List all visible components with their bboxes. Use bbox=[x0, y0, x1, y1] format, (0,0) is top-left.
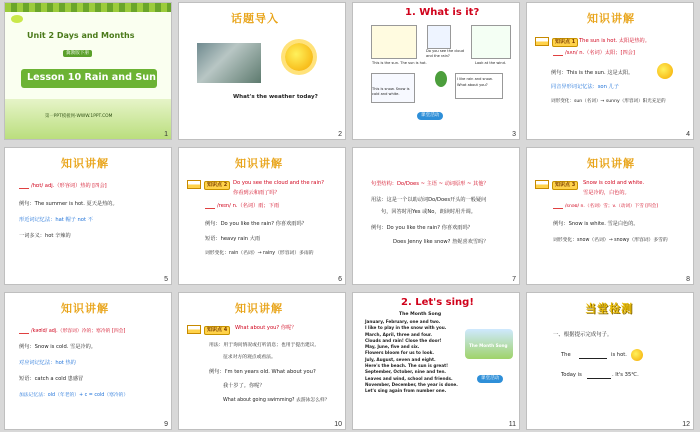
slide-9[interactable] bbox=[4, 292, 172, 430]
point-translation: 雪是冷的，白色的。 bbox=[583, 190, 630, 196]
lesson-title: Lesson 10 Rain and Sun bbox=[27, 72, 156, 83]
usage: 用法：用于询问情况或打听消息；也用于提出建议、 bbox=[209, 343, 320, 348]
book-icon bbox=[187, 325, 201, 334]
slide-title: 知识讲解 bbox=[235, 302, 283, 315]
slide-title: 知识讲解 bbox=[587, 12, 635, 25]
point-sentence: What about you? 你呢？ bbox=[235, 325, 297, 331]
picture-wind bbox=[471, 25, 511, 59]
instruction: 一、根据提示完成句子。 bbox=[553, 332, 613, 338]
derivation: 词形变化：rain（名词）→ rainy（形容词）多雨的 bbox=[205, 251, 314, 256]
phonetic: /kəʊld/ adj.（形容词）冷的；寒冷的 [四会] bbox=[31, 329, 126, 334]
lyric-line: November, December, the year is done. bbox=[365, 381, 458, 387]
slide-10[interactable] bbox=[178, 292, 346, 430]
slide-3[interactable] bbox=[352, 2, 520, 140]
slide-title: 知识讲解 bbox=[61, 302, 109, 315]
phrase: 短语：catch a cold 患感冒 bbox=[19, 376, 84, 382]
footer-text: 第一PPT模板网-WWW.1PPT.COM bbox=[45, 114, 113, 119]
caption-b: Do you see the cloud and the rain? bbox=[426, 49, 465, 58]
weather-question: What's the weather today? bbox=[233, 94, 318, 100]
book-icon bbox=[535, 37, 549, 46]
picture-cloud bbox=[427, 25, 451, 49]
underline-mark bbox=[205, 208, 215, 209]
underline-mark bbox=[553, 55, 563, 56]
lyric-line: July, August, seven and eight. bbox=[365, 356, 436, 362]
caption-a: This is the sun. The sun is hot. bbox=[372, 61, 427, 65]
blank-1[interactable] bbox=[579, 358, 607, 359]
knowledge-badge: 知识点 2 bbox=[204, 181, 230, 190]
slide-number: 6 bbox=[338, 276, 342, 283]
lyric-line: January, February, one and two. bbox=[365, 319, 441, 324]
slide-2[interactable] bbox=[178, 2, 346, 140]
derivation: 词形变化：snow（名词）→ snowy（形容词）多雪的 bbox=[553, 238, 668, 243]
slide-title: 话题导入 bbox=[231, 12, 279, 25]
example: 例句：The summer is hot. 夏天是热的。 bbox=[19, 201, 118, 207]
knowledge-badge: 知识点 4 bbox=[204, 326, 230, 335]
addition-memory: 加法记忆法：old（年老的）+ c = cold（寒冷的） bbox=[19, 393, 129, 398]
sentence-1-end: is hot. bbox=[611, 352, 627, 358]
example: 例句：Do you like the rain? 你喜欢雨吗？ bbox=[205, 221, 307, 227]
phonetic: /snəʊ/ n.（名词）雪；v.（动词）下雪 [四会] bbox=[565, 204, 659, 209]
slide-8[interactable] bbox=[526, 147, 694, 285]
slide-number: 9 bbox=[164, 421, 168, 428]
slide-title: 知识讲解 bbox=[61, 157, 109, 170]
example: 例句：Snow is white. 雪是白色的。 bbox=[553, 221, 639, 227]
caption-d: This is snow. Snow is cold and white. bbox=[372, 87, 410, 96]
usage-cont: 征求对方的观点或看法。 bbox=[223, 355, 276, 360]
lyric-line: September, October, nine and ten. bbox=[365, 369, 447, 375]
homophone-line bbox=[551, 83, 619, 92]
frog-character-icon bbox=[435, 71, 447, 87]
edition-tag: 冀教版下册 bbox=[63, 50, 92, 57]
opposite-word: 对应词记忆法：hot 热的 bbox=[19, 360, 76, 366]
phonetic: /sʌn/ n.（名词）太阳；[四会] bbox=[565, 50, 635, 56]
slide-11[interactable] bbox=[352, 292, 520, 430]
slide-4[interactable] bbox=[526, 2, 694, 140]
slide-5[interactable] bbox=[4, 147, 172, 285]
polysemy: 一词多义：hot 辛辣的 bbox=[19, 233, 71, 239]
slide-title: 2. Let's sing! bbox=[401, 297, 474, 308]
song-lyrics bbox=[365, 319, 465, 395]
example: 例句：Snow is cold. 雪是冷的。 bbox=[19, 344, 96, 350]
similar-words: 形近词记忆法：hat 帽子 not 不 bbox=[19, 217, 93, 223]
slide-title: 1. What is it? bbox=[405, 7, 480, 18]
activity-button[interactable]: 课堂活动 bbox=[417, 112, 443, 120]
example: 例句：I'm ten years old. What about you? bbox=[209, 369, 316, 375]
slide-number: 10 bbox=[334, 421, 342, 428]
example-2: Does Jenny like snow? 詹妮喜欢雪吗？ bbox=[393, 239, 489, 245]
slide-grid bbox=[4, 2, 696, 430]
underline-mark bbox=[553, 208, 563, 209]
sentence-2-end: . It's 35℃. bbox=[612, 372, 639, 378]
homophone-text: 同音异形词记忆法：son 儿子 bbox=[551, 84, 619, 90]
sentence-1-start: The bbox=[561, 352, 571, 358]
underline-mark bbox=[19, 333, 29, 334]
derivation: 词形变化：sun（名词）→ sunny（形容词）阳光充足的 bbox=[551, 99, 666, 104]
sentence-2-start: Today is bbox=[561, 372, 582, 378]
lyric-line: Clouds and rain! Close the door! bbox=[365, 337, 442, 343]
knowledge-badge: 知识点 3 bbox=[552, 181, 578, 190]
butterfly-icon bbox=[11, 15, 23, 23]
caption-e: I like rain and snow. What about you? bbox=[457, 77, 493, 87]
slide-number: 12 bbox=[682, 421, 690, 428]
usage-cont: 句，回答时用Yes 或No，朗读时用升调。 bbox=[381, 209, 476, 215]
example: 例句：Do you like the rain? 你喜欢雨吗？ bbox=[371, 225, 473, 231]
sun-icon bbox=[657, 63, 673, 79]
lyric-line: May, June, five and six. bbox=[365, 344, 420, 350]
underline-mark bbox=[19, 188, 29, 189]
slide-7[interactable] bbox=[352, 147, 520, 285]
knowledge-badge: 知识点 1 bbox=[552, 38, 578, 47]
phonetic: /hɒt/ adj.（形容词）热的 [四会] bbox=[31, 183, 107, 189]
rain-photo bbox=[197, 43, 261, 83]
point-sentence: Snow is cold and white. bbox=[583, 180, 645, 186]
example-translation: 我十岁了。你呢？ bbox=[223, 383, 265, 389]
slide-title: 知识讲解 bbox=[235, 157, 283, 170]
illustration-caption: The Month Song bbox=[469, 343, 508, 348]
sun-icon bbox=[631, 349, 643, 361]
lyric-line: March, April, three and four. bbox=[365, 331, 432, 337]
song-title: The Month Song bbox=[399, 312, 442, 317]
slide-title: 知识讲解 bbox=[587, 157, 635, 170]
point-sentence: The sun is hot. 太阳是热的。 bbox=[579, 38, 650, 44]
slide-number: 11 bbox=[508, 421, 516, 428]
slide-number: 8 bbox=[686, 276, 690, 283]
lyric-line: Let's sing again from number one. bbox=[365, 388, 447, 394]
slide-number: 4 bbox=[686, 131, 690, 138]
slide-number: 1 bbox=[164, 131, 168, 138]
example-2: What about going swimming? 去游泳怎么样？ bbox=[223, 398, 330, 403]
slide-1[interactable] bbox=[4, 2, 172, 140]
lyric-line: Leaves and wind, school and friends. bbox=[365, 375, 453, 381]
lyric-line: I like to play in the snow with you. bbox=[365, 325, 447, 331]
slide-12[interactable] bbox=[526, 292, 694, 430]
blank-2[interactable] bbox=[587, 378, 611, 379]
grass-decor bbox=[5, 99, 172, 140]
slide-number: 5 bbox=[164, 276, 168, 283]
point-translation: 你看到云和雨了吗？ bbox=[233, 190, 280, 196]
lyric-line: Flowers bloom for us to look. bbox=[365, 350, 434, 356]
sun-icon bbox=[285, 43, 313, 71]
slide-number: 2 bbox=[338, 131, 342, 138]
example: 例句：This is the sun. 这是太阳。 bbox=[551, 70, 634, 76]
unit-title: Unit 2 Days and Months bbox=[27, 31, 135, 40]
picture-sun bbox=[371, 25, 417, 59]
decor-border bbox=[5, 3, 172, 12]
slide-title: 当堂检测 bbox=[585, 302, 633, 315]
slide-number: 3 bbox=[512, 131, 516, 138]
book-icon bbox=[535, 180, 549, 189]
structure: 句型结构：Do/Does ~ 主语 ~ 动词原形 ~ 其他？ bbox=[371, 181, 489, 187]
phrase: 短语：heavy rain 大雨 bbox=[205, 236, 261, 242]
book-icon bbox=[187, 180, 201, 189]
activity-button[interactable]: 课堂活动 bbox=[477, 375, 503, 383]
phonetic: /reɪn/ n.（名词）雨；下雨 bbox=[217, 203, 280, 209]
usage: 用法：这是一个以助动词Do/Does开头的一般疑问 bbox=[371, 197, 487, 203]
slide-number: 7 bbox=[512, 276, 516, 283]
point-sentence: Do you see the cloud and the rain? bbox=[233, 180, 324, 186]
slide-6[interactable] bbox=[178, 147, 346, 285]
lyric-line: Here's the beach. The sun is great! bbox=[365, 363, 449, 369]
caption-c: Look at the wind. bbox=[475, 61, 506, 65]
